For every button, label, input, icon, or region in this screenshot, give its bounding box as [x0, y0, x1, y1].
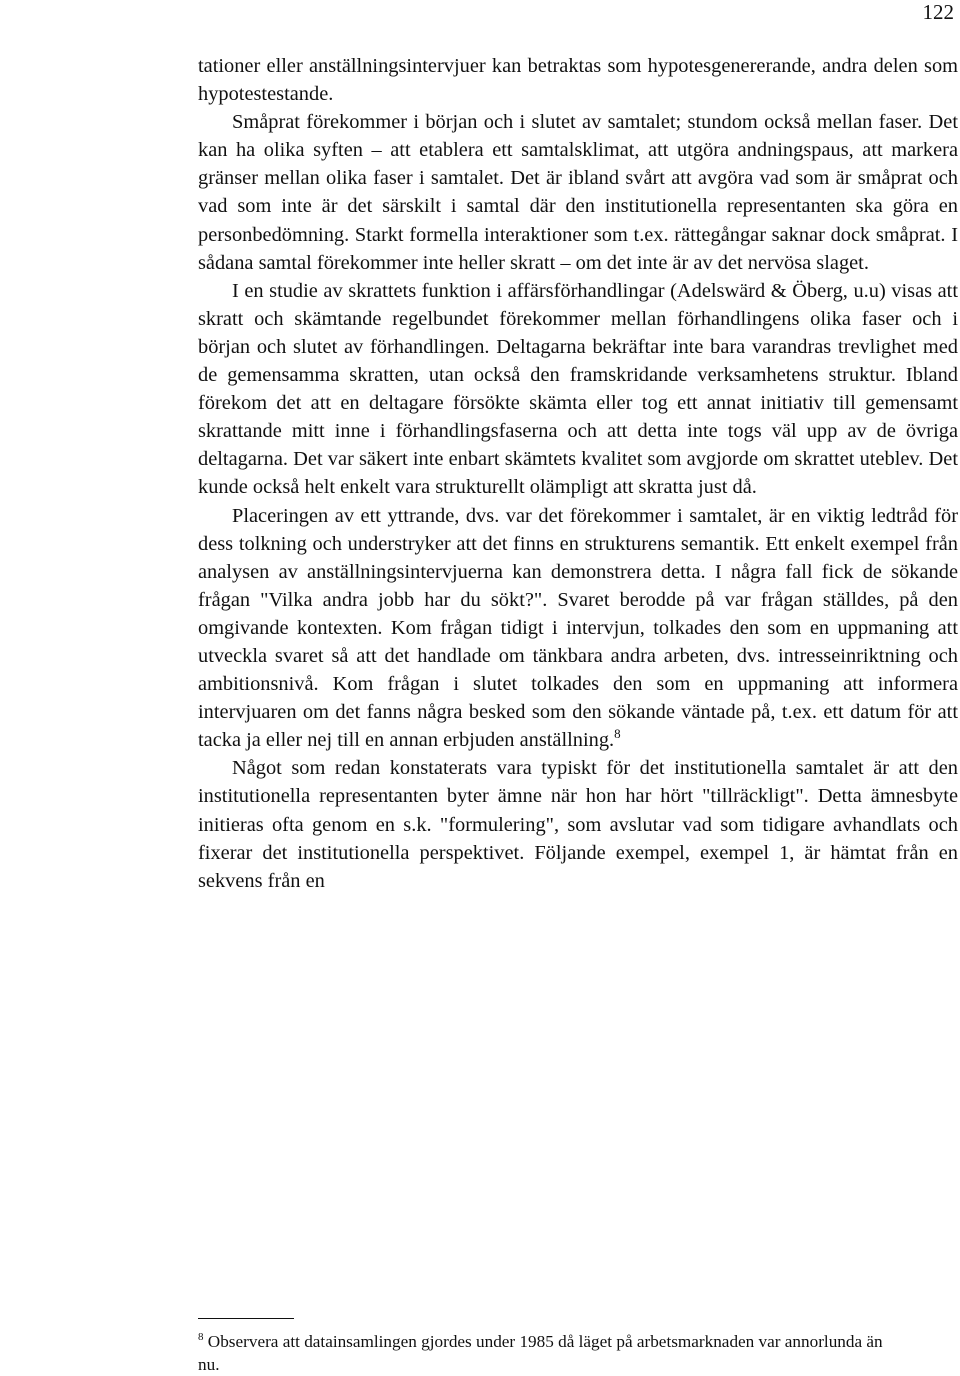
- footnote-text: Observera att datainsamlingen gjordes under 1985 då läget på arbetsmarknaden var annorlunda än nu.: [198, 1332, 883, 1374]
- footnote-mark: 8: [198, 1331, 204, 1343]
- body-text: [198, 52, 958, 895]
- paragraph-4: [198, 502, 958, 755]
- footnote: [198, 1330, 898, 1376]
- page-number: 122: [922, 0, 954, 24]
- paragraph-5: Något som redan konstaterats vara typiskt för det institutionella samtalet är att den institutionella representanten byter ämne när hon har hört "tillräckligt". Detta ämnesbyte initieras ofta genom en s.k. "formulering", som avslutar vad som tidigare avhandlats och fixerar det institutionella perspektivet. Följande exempel, exempel 1, är hämtat från en sekvens från en: [198, 757, 958, 892]
- paragraph-4-text: Placeringen av ett yttrande, dvs. var det förekommer i samtalet, är en viktig ledtråd för dess tolkning och understryker att det finns en strukturens semantik. Ett enkelt exempel från analysen av anställningsintervjuerna kan demonstrera detta. I några fall fick de sökande frågan "Vilka andra jobb har du sökt?". Svaret berodde på var frågan ställdes, på den omgivande kontexten. Kom frågan tidigt i intervjun, tolkades den som en uppmaning att utveckla svaret så att det handlade om tänkbara andra arbeten, dvs. intresseinriktning och ambitionsnivå. Kom frågan i slutet tolkades den som en uppmaning att informera intervjuaren om det fanns några besked som den sökande väntade på, t.ex. ett datum för att tacka ja eller nej till en annan erbjuden anställning.: [198, 504, 958, 752]
- footnote-reference[interactable]: 8: [614, 726, 621, 742]
- footnote-separator: [198, 1318, 294, 1319]
- paragraph-1: tationer eller anställningsintervjuer kan betraktas som hypotesgenererande, andra delen som hypotestestande.: [198, 55, 958, 106]
- paragraph-2: Småprat förekommer i början och i slutet av samtalet; stundom också mellan faser. Det kan ha olika syften – att etablera ett samtalsklimat, att utgöra andningspaus, att markera gränser mellan olika faser i samtalet. Det är ibland svårt att avgöra vad som är småprat och vad som inte är det särskilt i samtal där den institutionella representanten ska göra en personbedömning. Starkt formella interaktioner som t.ex. rättegångar saknar dock småprat. I sådana samtal förekommer inte heller skratt – om det inte är av det nervösa slaget.: [198, 111, 958, 274]
- paragraph-3: I en studie av skrattets funktion i affärsförhandlingar (Adelswärd & Öberg, u.u) visas att skratt och skämtande regelbundet förekommer mellan förhandlingens olika faser och i början och slutet av förhandlingen. Deltagarna bekräftar inte bara varandras trevlighet med de gemensamma skratten, utan också den framskridande verksamhetens struktur. Ibland förekom det att en deltagare försökte skämta eller tog ett annat initiativ till gemensamt skrattande mitt inne i förhandlingsfaserna och att detta inte togs väl upp av de övriga deltagarna. Det var säkert inte enbart skämtets kvalitet som avgjorde om skrattet uteblev. Det kunde också helt enkelt vara strukturellt olämpligt att skratta just då.: [198, 279, 958, 499]
